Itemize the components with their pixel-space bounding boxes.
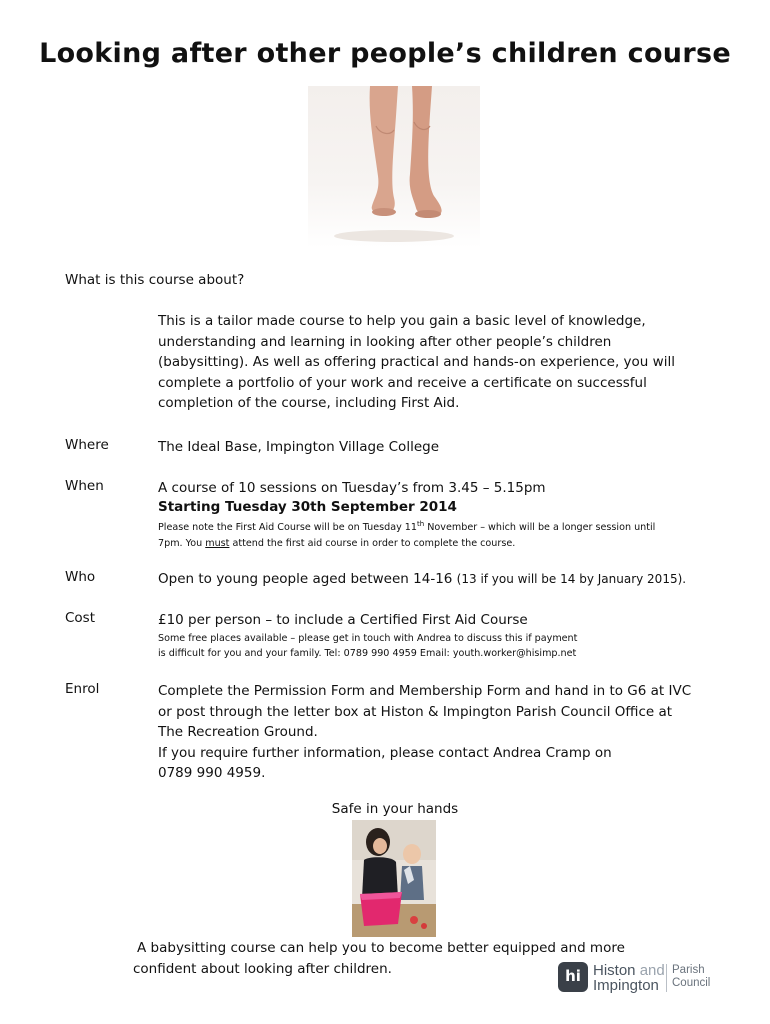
cost-value: £10 per person – to include a Certified First Aid Course bbox=[158, 612, 528, 628]
logo-divider bbox=[666, 964, 667, 992]
cost-note: Some free places available – please get in touch with Andrea to discuss this if payment bbox=[158, 632, 578, 644]
when-schedule: A course of 10 sessions on Tuesday’s from 3.45 – 5.15pm bbox=[158, 480, 546, 496]
about-line: (babysitting). As well as offering practical and hands-on experience, you will bbox=[158, 354, 675, 370]
page-title: Looking after other people’s children course bbox=[39, 38, 731, 69]
when-start-date: Starting Tuesday 30th September 2014 bbox=[158, 498, 457, 515]
logo-mark: hi bbox=[558, 962, 588, 992]
when-details bbox=[158, 478, 655, 551]
safe-caption: Safe in your hands bbox=[331, 801, 459, 817]
who-value: Open to young people aged between 14-16 (13 if you will be 14 by January 2015). bbox=[158, 571, 687, 587]
when-label: When bbox=[65, 478, 104, 494]
enrol-line: If you require further information, please contact Andrea Cramp on bbox=[158, 744, 612, 761]
parish-council-logo bbox=[558, 962, 718, 996]
baby-feet-photo bbox=[308, 86, 480, 248]
enrol-line: 0789 990 4959. bbox=[158, 765, 266, 781]
footer-line: confident about looking after children. bbox=[133, 960, 392, 977]
when-first-aid-note: Please note the First Aid Course will be on Tuesday 11th November – which will be a longer session until bbox=[158, 520, 656, 534]
logo-name-histon: Histon and bbox=[593, 962, 665, 979]
about-line: completion of the course, including First Aid. bbox=[158, 395, 460, 411]
enrol-line: Complete the Permission Form and Membership Form and hand in to G6 at IVC bbox=[158, 683, 692, 699]
cost-note-contact: is difficult for you and your family. Tel: 0789 990 4959 Email: youth.worker@hisimp.net bbox=[158, 648, 577, 659]
about-paragraph bbox=[158, 311, 675, 414]
enrol-label: Enrol bbox=[65, 681, 100, 697]
footer-text bbox=[133, 938, 625, 979]
about-line: understanding and learning in looking after other people’s children bbox=[158, 333, 612, 350]
cost-details bbox=[158, 610, 577, 662]
where-label: Where bbox=[65, 437, 109, 453]
about-line: complete a portfolio of your work and receive a certificate on successful bbox=[158, 374, 647, 391]
logo-name-impington: Impington bbox=[593, 977, 659, 994]
logo-parish-council: Parish Council bbox=[672, 964, 711, 989]
enrol-details bbox=[158, 681, 691, 784]
when-first-aid-note-2: 7pm. You must attend the first aid course in order to complete the course. bbox=[158, 537, 516, 549]
babysitting-photo bbox=[352, 820, 436, 937]
where-value: The Ideal Base, Impington Village College bbox=[158, 439, 440, 455]
about-line: This is a tailor made course to help you gain a basic level of knowledge, bbox=[158, 313, 646, 329]
who-label: Who bbox=[65, 569, 96, 585]
enrol-line: The Recreation Ground. bbox=[158, 724, 318, 740]
footer-line: A babysitting course can help you to become better equipped and more bbox=[137, 940, 625, 956]
section-question: What is this course about? bbox=[65, 272, 245, 288]
enrol-line: or post through the letter box at Histon & Impington Parish Council Office at bbox=[158, 703, 673, 720]
cost-label: Cost bbox=[65, 610, 96, 626]
